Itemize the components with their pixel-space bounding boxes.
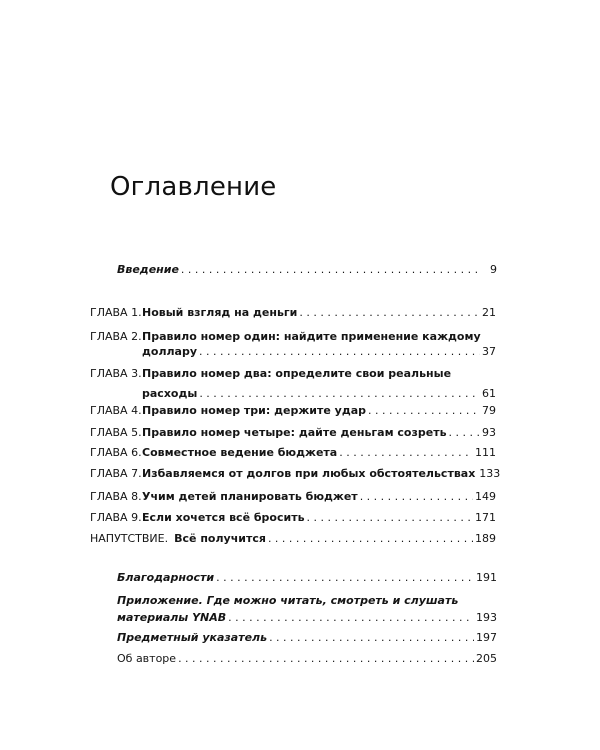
- leader-dots: [268, 531, 473, 546]
- toc-entry-title: Избавляемся от долгов при любых обстоятельствах: [142, 467, 476, 480]
- toc-page-number: 149: [475, 490, 496, 503]
- chapter-number: ГЛАВА 4.: [90, 404, 142, 417]
- toc-entry-acknowledgements[interactable]: [117, 570, 497, 585]
- chapter-number: ГЛАВА 5.: [90, 426, 142, 439]
- toc-entry-title-cont: доллару: [142, 345, 198, 358]
- toc-page-number: 37: [482, 345, 496, 358]
- toc-entry-title-cont: расходы: [142, 387, 198, 400]
- toc-entry-chapter-4[interactable]: [90, 403, 496, 418]
- leader-dots: [178, 651, 474, 666]
- toc-page-number: 197: [476, 631, 497, 644]
- toc-entry-title: Совместное ведение бюджета: [142, 446, 338, 459]
- toc-entry-title: Всё получится: [174, 532, 266, 545]
- toc-entry-title: Предметный указатель: [117, 631, 268, 644]
- toc-entry-chapter-6[interactable]: [90, 445, 496, 460]
- toc-entry-title: Правило номер один: найдите применение каждому: [142, 330, 481, 343]
- chapter-number: ГЛАВА 6.: [90, 446, 142, 459]
- toc-entry-title: Если хочется всё бросить: [142, 511, 305, 524]
- toc-entry-chapter-1[interactable]: [90, 305, 496, 320]
- leader-dots: [307, 510, 473, 525]
- toc-page-number: 79: [482, 404, 496, 417]
- toc-page-number: 171: [475, 511, 496, 524]
- chapter-number: ГЛАВА 2.: [90, 330, 142, 343]
- leader-dots: [299, 305, 480, 320]
- toc-entry-chapter-9[interactable]: [90, 510, 496, 525]
- toc-entry-title: Об авторе: [117, 652, 177, 665]
- page-title: Оглавление: [110, 172, 277, 202]
- chapter-number: ГЛАВА 3.: [90, 367, 142, 380]
- toc-page-number: 133: [479, 467, 501, 480]
- toc-entry-index[interactable]: [117, 630, 497, 645]
- afterword-label: НАПУТСТВИЕ.: [90, 532, 169, 545]
- toc-page-number: 205: [476, 652, 497, 665]
- toc-entry-appendix[interactable]: [117, 593, 497, 625]
- leader-dots: [228, 610, 474, 625]
- toc-entry-title: Правило номер два: определите свои реальные: [142, 367, 452, 380]
- leader-dots: [181, 262, 481, 277]
- toc-page-number: 189: [475, 532, 496, 545]
- chapter-number: ГЛАВА 7.: [90, 467, 142, 480]
- toc-entry-title-cont: материалы YNAB: [117, 611, 227, 624]
- toc-page-number: 191: [476, 571, 497, 584]
- leader-dots: [269, 630, 474, 645]
- leader-dots: [199, 386, 480, 401]
- chapter-number: ГЛАВА 9.: [90, 511, 142, 524]
- toc-entry-title: Приложение. Где можно читать, смотреть и слушать: [117, 594, 459, 607]
- toc-page-number: 9: [490, 263, 497, 276]
- toc-entry-title: Введение: [117, 263, 179, 276]
- toc-entry-title: Учим детей планировать бюджет: [142, 490, 358, 503]
- toc-entry-title: Правило номер три: держите удар: [142, 404, 367, 417]
- toc-page-number: 21: [482, 306, 496, 319]
- chapter-number: ГЛАВА 8.: [90, 490, 142, 503]
- toc-page-number: 111: [475, 446, 496, 459]
- toc-entry-chapter-8[interactable]: [90, 489, 496, 504]
- toc-entry-intro[interactable]: [117, 262, 497, 277]
- toc-entry-chapter-7[interactable]: [90, 466, 501, 481]
- leader-dots: [360, 489, 473, 504]
- toc-page-number: 61: [482, 387, 496, 400]
- toc-entry-chapter-3[interactable]: [90, 366, 496, 401]
- leader-dots: [199, 344, 480, 359]
- chapter-number: ГЛАВА 1.: [90, 306, 142, 319]
- toc-entry-afterword[interactable]: [90, 531, 496, 546]
- leader-dots: [216, 570, 474, 585]
- toc-entry-chapter-5[interactable]: [90, 425, 496, 440]
- toc-entry-about-author[interactable]: [117, 651, 497, 666]
- toc-entry-title: Новый взгляд на деньги: [142, 306, 298, 319]
- toc-entry-title: Правило номер четыре: дайте деньгам созреть: [142, 426, 447, 439]
- leader-dots: [339, 445, 473, 460]
- toc-page-number: 193: [476, 611, 497, 624]
- leader-dots: [368, 403, 480, 418]
- toc-entry-title: Благодарности: [117, 571, 215, 584]
- leader-dots: [449, 425, 480, 440]
- toc-entry-chapter-2[interactable]: [90, 329, 496, 359]
- toc-page-number: 93: [482, 426, 496, 439]
